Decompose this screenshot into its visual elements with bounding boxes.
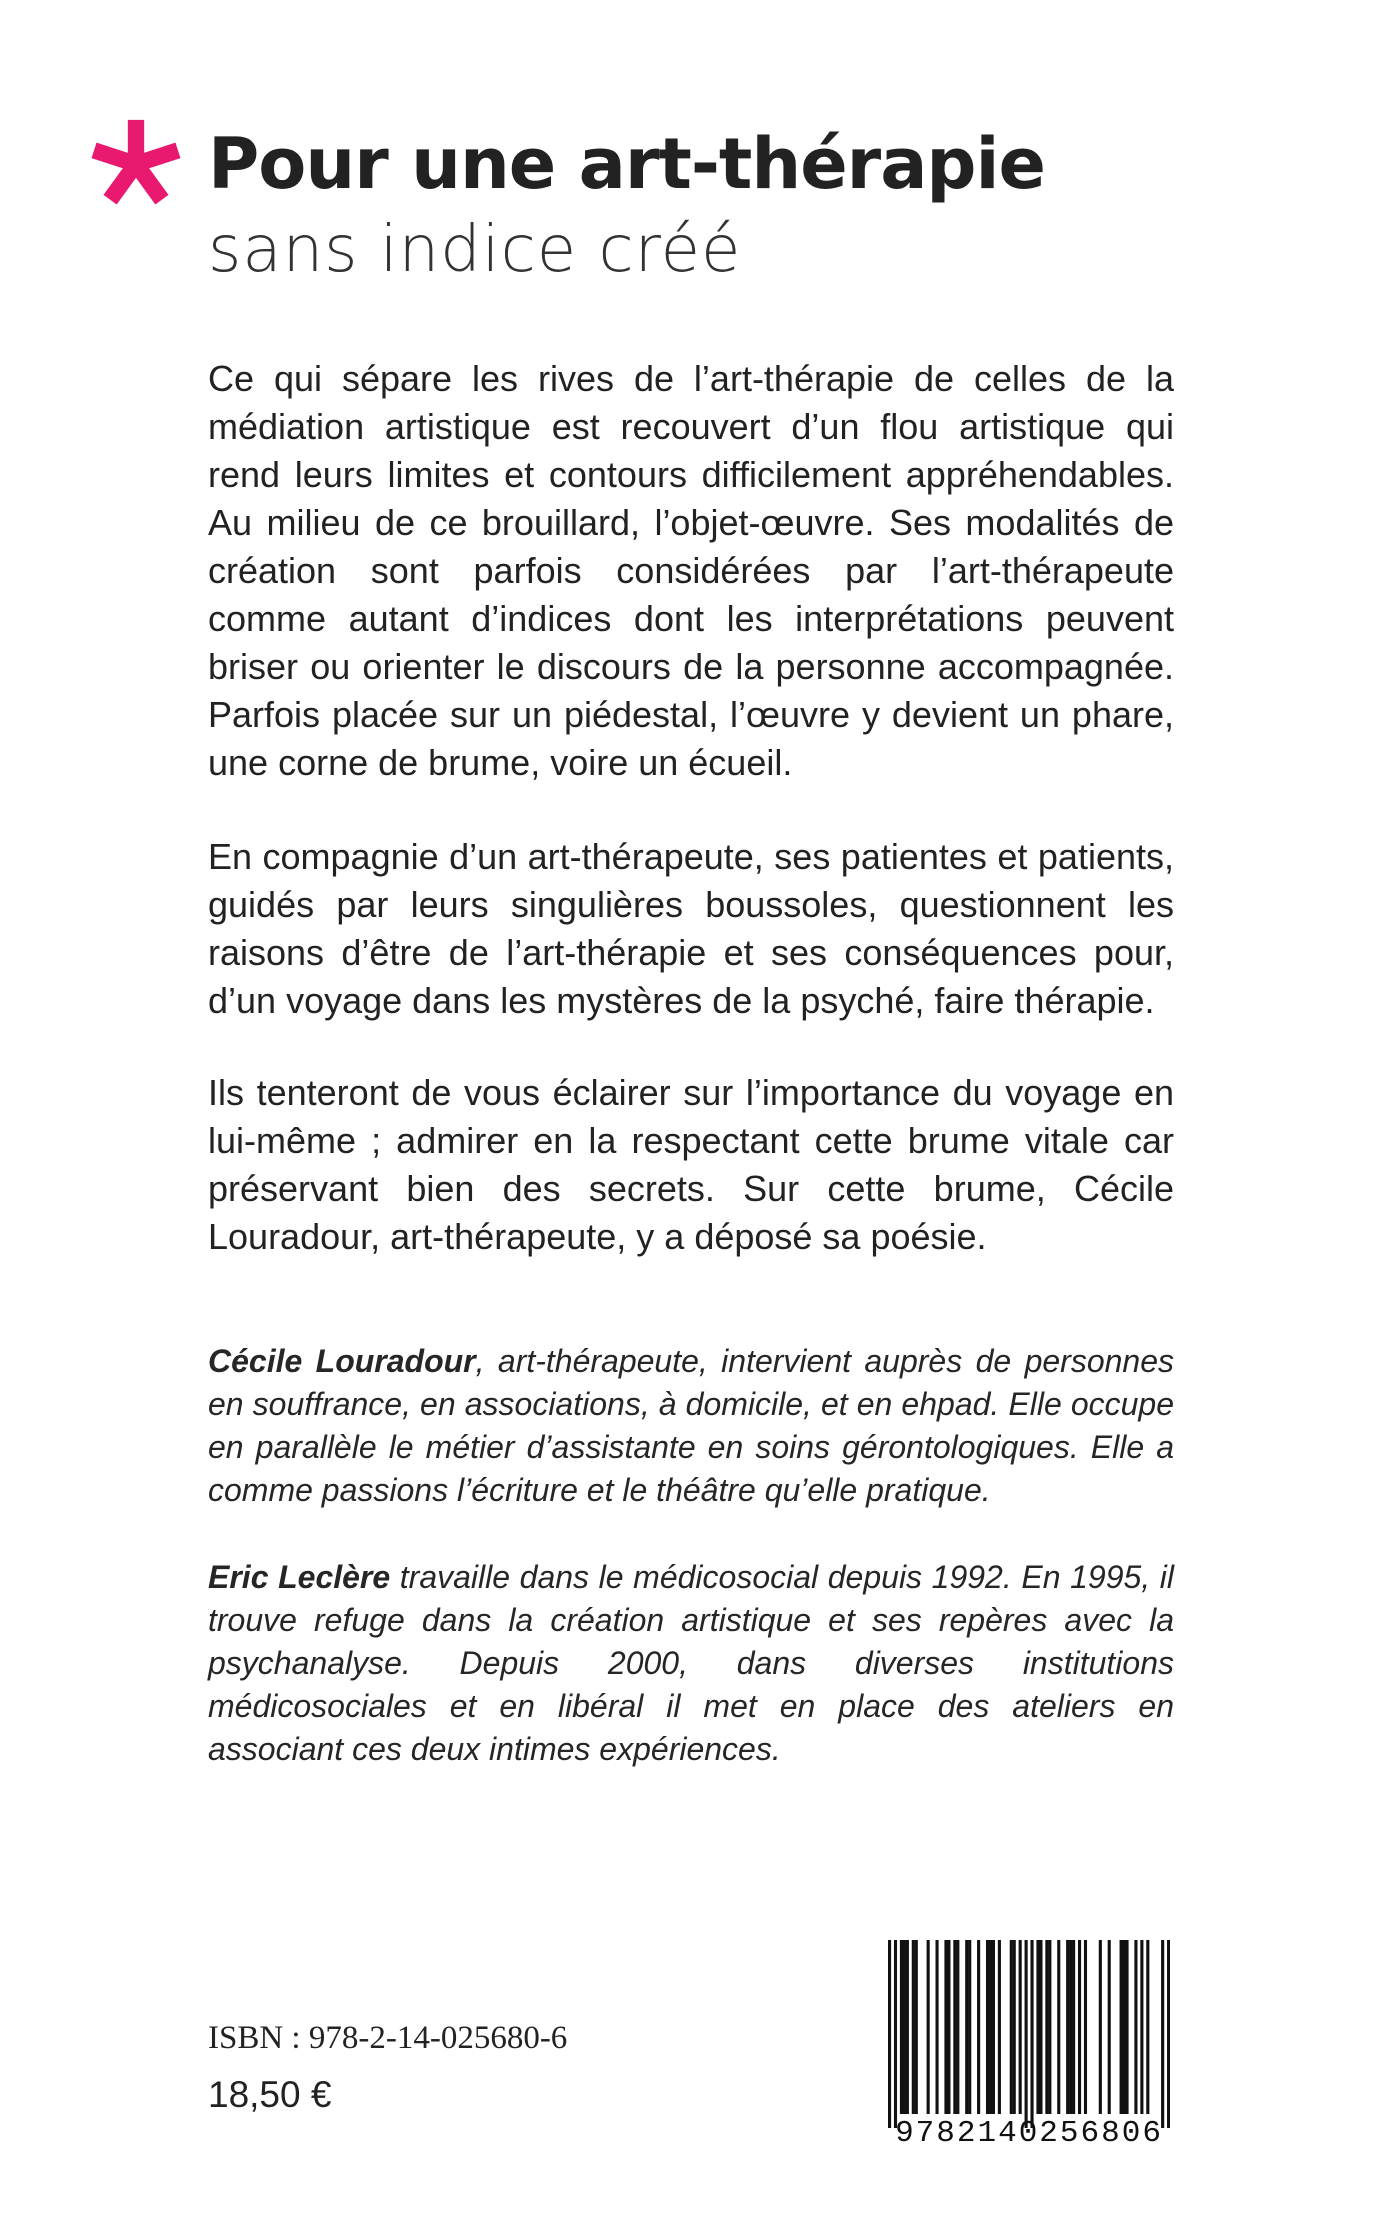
title-subtitle: sans indice créé bbox=[208, 213, 742, 287]
barcode-bar bbox=[1078, 1940, 1081, 2114]
author-text-1: , art-thérapeute, intervient auprès de personnes en souffrance, en associations, à domicile, et en ehpad. Elle occupe en parallèle le métier d’assistante en soins gérontologiques. Elle a comme passions l’écriture et le théâtre qu’elle pratique. bbox=[208, 1343, 1175, 1508]
book-title bbox=[208, 118, 1308, 290]
barcode-bar bbox=[927, 1940, 930, 2114]
author-name-2: Eric Leclère bbox=[208, 1559, 391, 1595]
barcode-bar bbox=[1125, 1940, 1128, 2114]
barcode-bar bbox=[1123, 1940, 1126, 2114]
barcode-bar bbox=[1120, 1940, 1123, 2114]
paragraph-2: En compagnie d’un art-thérapeute, ses patientes et patients, guidés par leurs singulières boussoles, questionnent les raisons d’être de l’art-thérapie et ses conséquences pour, d’un voyage dans les mystères de la psyché, faire thérapie. bbox=[208, 836, 1174, 1021]
barcode-bar bbox=[953, 1940, 956, 2114]
barcode-bar bbox=[965, 1940, 968, 2114]
barcode-bar bbox=[944, 1940, 947, 2114]
barcode-bar bbox=[977, 1940, 980, 2114]
author-bio-1 bbox=[208, 1340, 1174, 1512]
barcode-bar bbox=[1013, 1940, 1016, 2114]
barcode-bar bbox=[956, 1940, 959, 2114]
asterisk-icon bbox=[88, 116, 184, 212]
title-main: Pour une art-thérapie bbox=[208, 123, 1046, 205]
isbn: ISBN : 978-2-14-025680-6 bbox=[208, 2020, 568, 2056]
paragraph-3: Ils tenteront de vous éclairer sur l’importance du voyage en lui-même ; admirer en la respectant cette brume vitale car préservant bien des secrets. Sur cette brume, Cécile Louradour, art-thérapeute, y a déposé sa poésie. bbox=[208, 1072, 1174, 1257]
barcode-bar bbox=[992, 1940, 995, 2114]
author-bio-2 bbox=[208, 1556, 1174, 1771]
barcode-bar bbox=[1045, 1940, 1048, 2114]
barcode-bar bbox=[906, 1940, 909, 2114]
barcode bbox=[888, 1940, 1170, 2128]
barcode-bar bbox=[1072, 1940, 1075, 2114]
price: 18,50 € bbox=[208, 2074, 332, 2115]
barcode-bar bbox=[1140, 1940, 1143, 2114]
author-text-2: travaille dans le médicosocial depuis 1992. En 1995, il trouve refuge dans la création artistique et ses repères avec la psychanalyse. Depuis 2000, dans diverses institutions médicosociales et en libéral il met en place des ateliers en associant ces deux intimes expériences. bbox=[208, 1559, 1174, 1767]
barcode-bar bbox=[935, 1940, 938, 2114]
barcode-bar bbox=[1066, 1940, 1069, 2114]
barcode-bar bbox=[1019, 1940, 1022, 2114]
barcode-bar bbox=[1134, 1940, 1137, 2114]
author-name-1: Cécile Louradour bbox=[208, 1343, 476, 1379]
barcode-bar bbox=[1099, 1940, 1102, 2114]
barcode-bar bbox=[1030, 1940, 1033, 2128]
barcode-bar bbox=[1161, 1940, 1164, 2128]
barcode-bar bbox=[894, 1940, 897, 2128]
barcode-bar bbox=[947, 1940, 950, 2114]
barcode-bar bbox=[1084, 1940, 1087, 2114]
barcode-bar bbox=[903, 1940, 906, 2114]
barcode-bar bbox=[1146, 1940, 1149, 2114]
barcode-bar bbox=[1036, 1940, 1039, 2114]
barcode-bar bbox=[1039, 1940, 1042, 2114]
barcode-bar bbox=[1057, 1940, 1060, 2114]
barcode-bar bbox=[915, 1940, 918, 2114]
barcode-bar bbox=[1025, 1940, 1028, 2128]
barcode-bar bbox=[888, 1940, 891, 2128]
barcode-bar bbox=[998, 1940, 1001, 2114]
barcode-digits: 9782140256806 bbox=[895, 2116, 1163, 2151]
barcode-bar bbox=[1048, 1940, 1051, 2114]
barcode-bar bbox=[912, 1940, 915, 2114]
barcode-bar bbox=[1108, 1940, 1111, 2114]
barcode-bar bbox=[1069, 1940, 1072, 2114]
barcode-bar bbox=[968, 1940, 971, 2114]
barcode-bar bbox=[986, 1940, 989, 2114]
barcode-bar bbox=[989, 1940, 992, 2114]
barcode-bar bbox=[1010, 1940, 1013, 2114]
barcode-bar bbox=[1167, 1940, 1170, 2128]
barcode-bar bbox=[900, 1940, 903, 2114]
paragraph-1: Ce qui sépare les rives de l’art-thérapie de celles de la médiation artistique est recouvert d’un flou artistique qui rend leurs limites et contours difficilement appréhendables. Au milieu de ce brouillard, l’objet-œuvre. Ses modalités de création sont parfois considérées par l’art-thérapeute comme autant d’indices dont les interprétations peuvent briser ou orienter le discours de la personne accompagnée. Parfois placée sur un piédestal, l’œuvre y devient un phare, une corne de brume, voire un écueil. bbox=[208, 358, 1174, 783]
